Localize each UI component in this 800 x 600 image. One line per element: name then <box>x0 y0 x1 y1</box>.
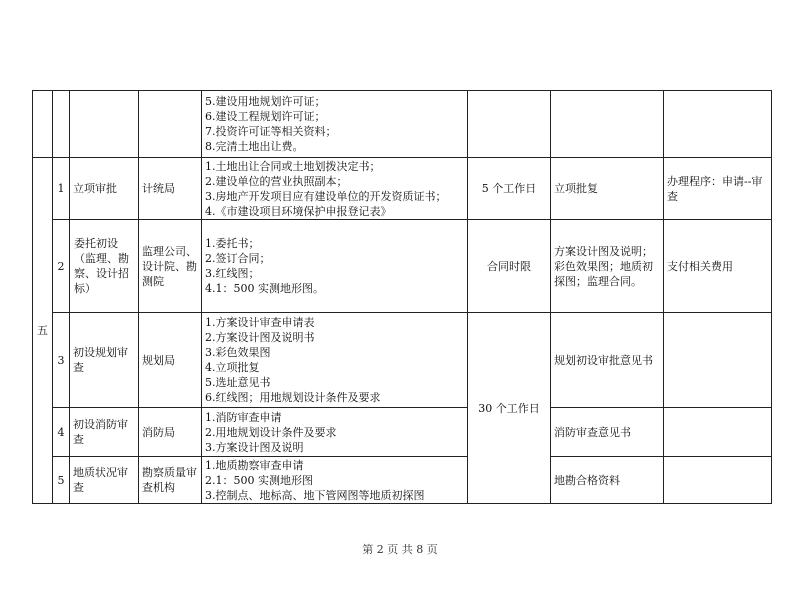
table-row <box>33 313 772 408</box>
row-note <box>664 457 772 504</box>
row-number: 1 <box>53 158 70 220</box>
no-cell-empty <box>53 91 70 158</box>
row-note: 支付相关费用 <box>664 220 772 313</box>
row-time-merged: 30 个工作日 <box>468 313 551 504</box>
material-line: 4.立项批复 <box>205 361 260 374</box>
material-line: 4.1：500 实测地形图。 <box>205 282 324 295</box>
material-line: 5.选址意见书 <box>205 376 271 389</box>
material-line: 1.方案设计审查申请表 <box>205 316 315 329</box>
material-line: 2.签订合同； <box>205 252 271 265</box>
material-line: 3.方案设计图及说明 <box>205 440 304 454</box>
material-line: 7.投资许可证等相关资料； <box>205 125 337 138</box>
material-line: 2.用地规划设计条件及要求 <box>205 425 337 439</box>
materials-cell <box>202 408 468 457</box>
row-item: 委托初设（监理、勘察、设计招标） <box>70 220 139 313</box>
note-cell-empty <box>664 91 772 158</box>
material-line: 5.建设用地规划许可证； <box>205 95 326 108</box>
materials-cell <box>202 220 468 313</box>
material-line: 1.委托书； <box>205 237 260 250</box>
row-result: 地勘合格资料 <box>551 457 664 504</box>
row-note: 办理程序：申请--审查 <box>664 158 772 220</box>
page-number-footer: 第 2 页 共 8 页 <box>362 543 438 556</box>
section-label: 五 <box>33 158 53 504</box>
section-cell-empty <box>33 91 53 158</box>
row-dept: 监理公司、设计院、勘测院 <box>139 220 202 313</box>
row-number: 2 <box>53 220 70 313</box>
material-line: 4.《市建设项目环境保护申报登记表》 <box>205 204 392 218</box>
result-cell-empty <box>551 91 664 158</box>
material-line: 2.方案设计图及说明书 <box>205 331 315 344</box>
row-item: 立项审批 <box>70 158 139 220</box>
material-line: 8.完清土地出让费。 <box>205 140 304 153</box>
row-dept: 消防局 <box>139 408 202 457</box>
material-line: 2.1：500 实测地形图 <box>205 473 313 487</box>
row-result: 方案设计图及说明；彩色效果图；地质初探图；监理合同。 <box>551 220 664 313</box>
table-row <box>33 158 772 220</box>
dept-cell-empty <box>139 91 202 158</box>
row-result: 立项批复 <box>551 158 664 220</box>
row-dept: 计统局 <box>139 158 202 220</box>
row-number: 5 <box>53 457 70 504</box>
table-row <box>33 457 772 504</box>
table-row <box>33 408 772 457</box>
row-note <box>664 313 772 408</box>
materials-cell <box>202 457 468 504</box>
table-row <box>33 220 772 313</box>
materials-cell <box>202 91 468 158</box>
row-number: 3 <box>53 313 70 408</box>
material-line: 6.红线图；用地规划设计条件及要求 <box>205 391 381 404</box>
materials-cell <box>202 313 468 408</box>
material-line: 1.地质勘察审查申请 <box>205 458 304 472</box>
approval-procedure-table <box>32 90 772 504</box>
row-time: 合同时限 <box>468 220 551 313</box>
row-item: 地质状况审查 <box>70 457 139 504</box>
row-result: 消防审查意见书 <box>551 408 664 457</box>
item-cell-empty <box>70 91 139 158</box>
materials-cell <box>202 158 468 220</box>
row-dept: 规划局 <box>139 313 202 408</box>
row-item: 初设规划审查 <box>70 313 139 408</box>
material-line: 1.消防审查申请 <box>205 410 282 424</box>
material-line: 3.红线图； <box>205 267 260 280</box>
material-line: 1.土地出让合同或土地划拨决定书； <box>205 159 381 173</box>
row-note <box>664 408 772 457</box>
table-row-continuation <box>33 91 772 158</box>
row-dept: 勘察质量审查机构 <box>139 457 202 504</box>
row-time: 5 个工作日 <box>468 158 551 220</box>
material-line: 6.建设工程规划许可证； <box>205 110 326 123</box>
material-line: 3.房地产开发项目应有建设单位的开发资质证书； <box>205 189 447 203</box>
row-number: 4 <box>53 408 70 457</box>
material-line: 2.建设单位的营业执照副本； <box>205 174 348 188</box>
time-cell-empty <box>468 91 551 158</box>
row-result: 规划初设审批意见书 <box>551 313 664 408</box>
material-line: 3.控制点、地标高、地下管网图等地质初探图 <box>205 488 425 502</box>
material-line: 3.彩色效果图 <box>205 346 271 359</box>
row-item: 初设消防审查 <box>70 408 139 457</box>
